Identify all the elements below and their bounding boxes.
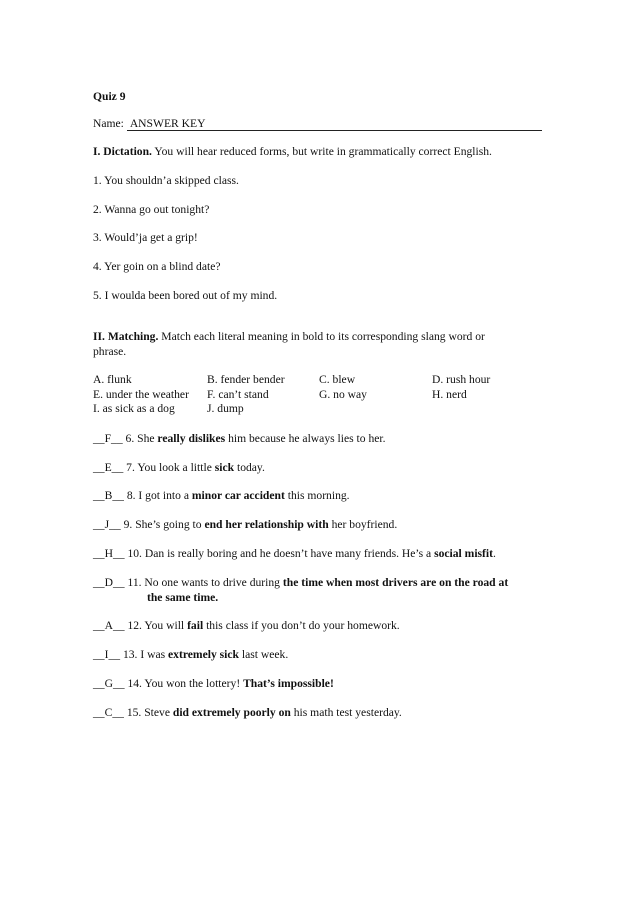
question-text: today.	[234, 461, 265, 474]
dictation-item-5: 5. I woulda been bored out of my mind.	[93, 289, 278, 302]
name-row	[93, 117, 542, 131]
option-a: A. flunk	[93, 373, 132, 386]
dictation-item-1: 1. You shouldn’a skipped class.	[93, 174, 239, 187]
dictation-item-3: 3. Would’ja get a grip!	[93, 231, 198, 244]
question-bold-phrase: minor car accident	[191, 489, 285, 502]
question-bold-phrase: the time when most drivers are on the road at	[282, 576, 509, 589]
question-bold-phrase: sick	[214, 461, 235, 474]
question-bold-phrase: did extremely poorly on	[172, 706, 291, 719]
option-j: J. dump	[207, 402, 244, 416]
question-bold-phrase: extremely sick	[168, 648, 239, 661]
question-15	[93, 706, 402, 720]
question-text: __H__ 10. Dan is really boring and he doesn’t have many friends. He’s a	[93, 547, 435, 560]
question-bold-phrase: fail	[187, 619, 204, 632]
option-b: B. fender bender	[207, 373, 285, 386]
question-13	[93, 648, 288, 662]
option-e: E. under the weather	[93, 387, 189, 401]
section2-instruction	[93, 330, 485, 344]
dictation-item-2: 2. Wanna go out tonight?	[93, 203, 210, 216]
question-text: __J__ 9. She’s going to	[93, 518, 205, 531]
question-text: __I__ 13. I was	[93, 648, 169, 661]
question-text: __G__ 14. You won the lottery!	[93, 677, 244, 690]
question-text: __B__ 8. I got into a	[93, 489, 192, 502]
question-text: last week.	[238, 648, 289, 661]
question-text: him because he always lies to her.	[225, 432, 386, 445]
question-text: __F__ 6. She	[93, 432, 158, 445]
name-label: Name:	[93, 117, 124, 130]
question-11-continuation: the same time.	[147, 591, 219, 604]
section1-instruction-text: You will hear reduced forms, but write in grammatically correct English.	[151, 145, 492, 158]
dictation-item-4: 4. Yer goin on a blind date?	[93, 260, 221, 273]
name-field	[127, 117, 542, 131]
section1-instruction	[93, 145, 492, 159]
option-h: H. nerd	[432, 387, 467, 401]
options-row	[93, 402, 543, 417]
question-text: this morning.	[284, 489, 350, 502]
question-14	[93, 677, 334, 691]
question-text: his math test yesterday.	[290, 706, 402, 719]
question-text: this class if you don’t do your homework.	[203, 619, 400, 632]
section2-heading: II. Matching.	[93, 330, 159, 343]
question-bold-phrase: That’s impossible!	[243, 677, 334, 690]
question-bold-phrase: really dislikes	[157, 432, 226, 445]
question-bold-phrase: social misfit	[434, 547, 494, 560]
question-9	[93, 518, 397, 532]
section1-heading: I. Dictation.	[93, 145, 152, 158]
name-value: ANSWER KEY	[129, 117, 206, 130]
question-11	[93, 576, 508, 590]
matching-options	[93, 373, 543, 417]
question-text: her boyfriend.	[328, 518, 398, 531]
question-text: __E__ 7. You look a little	[93, 461, 215, 474]
question-text: __A__ 12. You will	[93, 619, 188, 632]
question-text: __D__ 11. No one wants to drive during	[93, 576, 283, 589]
section2-instruction-text: Match each literal meaning in bold to its corresponding slang word or	[158, 330, 485, 343]
options-row	[93, 373, 543, 388]
option-i: I. as sick as a dog	[93, 402, 175, 416]
section2-instruction-cont: phrase.	[93, 345, 127, 358]
option-g: G. no way	[319, 387, 367, 401]
question-6	[93, 432, 386, 446]
question-10	[93, 547, 496, 561]
question-text: .	[493, 547, 496, 560]
option-c: C. blew	[319, 373, 356, 386]
question-12	[93, 619, 400, 633]
quiz-title: Quiz 9	[93, 90, 126, 103]
option-f: F. can’t stand	[207, 387, 269, 401]
question-7	[93, 461, 265, 475]
question-bold-phrase: end her relationship with	[204, 518, 329, 531]
option-d: D. rush hour	[432, 373, 491, 386]
question-text: __C__ 15. Steve	[93, 706, 173, 719]
options-row	[93, 388, 543, 403]
question-8	[93, 489, 350, 503]
